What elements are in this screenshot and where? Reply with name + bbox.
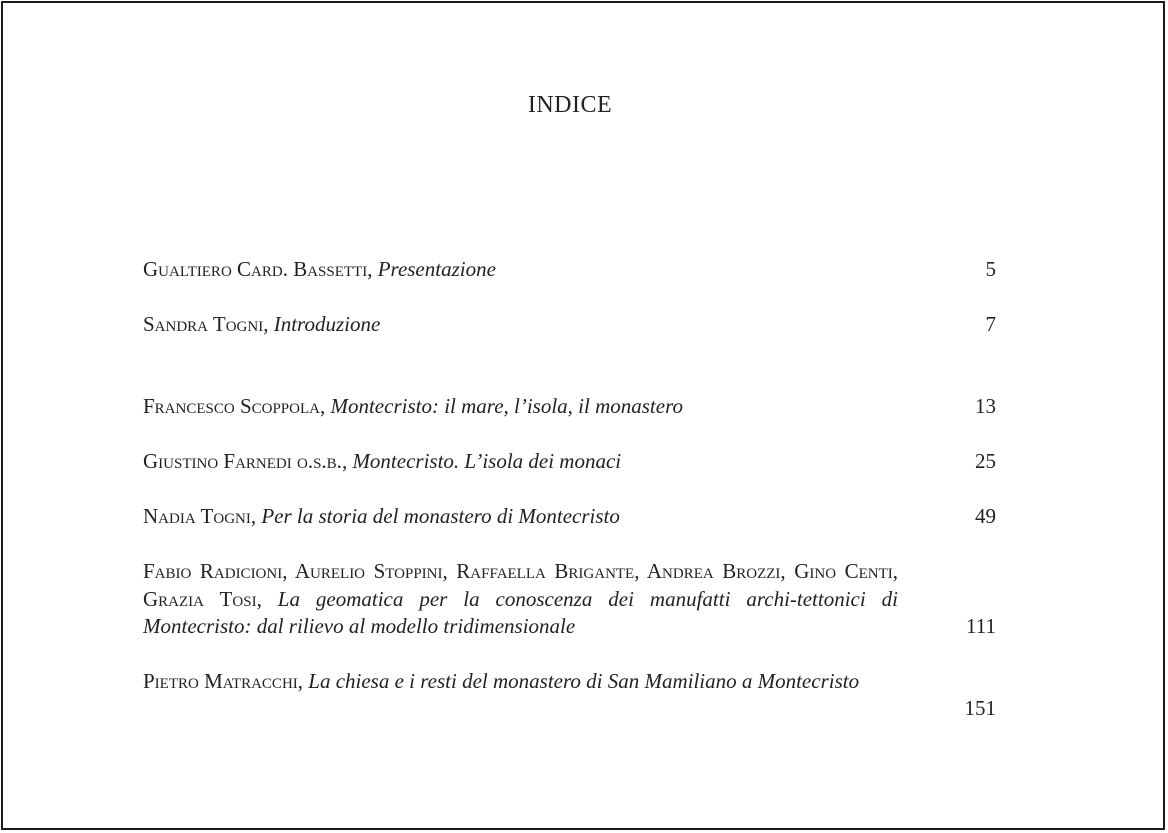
entry-authors: Gualtiero Card. Bassetti [143,257,368,281]
entry-authors: Francesco Scoppola [143,394,320,418]
entry-separator: , [319,394,331,418]
entry-authors: Nadia Togni [143,504,251,528]
entry-separator: , [250,504,262,528]
entry-page-number: 151 [964,696,996,720]
entry-title: La geomatica per la conoscenza dei manufatti archi-tettonici di Montecristo: dal rilievo al modello tridimensionale [143,586,898,638]
entry-authors: Pietro Matracchi [143,669,298,693]
entry-separator: , [297,669,309,693]
entry-title: Per la storia del monastero di Montecristo [261,504,620,528]
entry-title: Presentazione [377,257,496,281]
entry-authors: Fabio Radicioni, Aurelio Stoppini, Raffaella Brigante, Andrea Brozzi, Gino Centi, Grazia Tosi [143,559,898,611]
entry-separator: , [263,312,274,336]
toc-entry [143,311,898,339]
entry-page-number: 7 [985,312,996,336]
entry-separator: , [367,257,378,281]
toc-entry [143,668,898,696]
toc-entry [143,448,898,476]
entry-page-number: 49 [975,504,996,528]
entry-page-number: 13 [975,394,996,418]
entry-separator: , [256,586,278,611]
toc-entry [143,558,898,641]
entry-separator: , [341,449,353,473]
entry-title: La chiesa e i resti del monastero di San Mamiliano a Montecristo [308,669,860,693]
entry-title: Introduzione [273,312,381,336]
toc-entry [143,393,898,421]
entry-authors: Giustino Farnedi o.s.b. [143,449,342,473]
page-title: INDICE [527,92,613,118]
entry-page-number: 5 [985,257,996,281]
entry-authors: Sandra Togni [143,312,264,336]
entry-title: Montecristo: il mare, l’isola, il monastero [330,394,683,418]
entry-title: Montecristo. L’isola dei monaci [352,449,622,473]
toc-entry [143,503,898,531]
entry-page-number: 25 [975,449,996,473]
toc-entry [143,256,898,284]
entry-page-number: 111 [966,614,996,638]
